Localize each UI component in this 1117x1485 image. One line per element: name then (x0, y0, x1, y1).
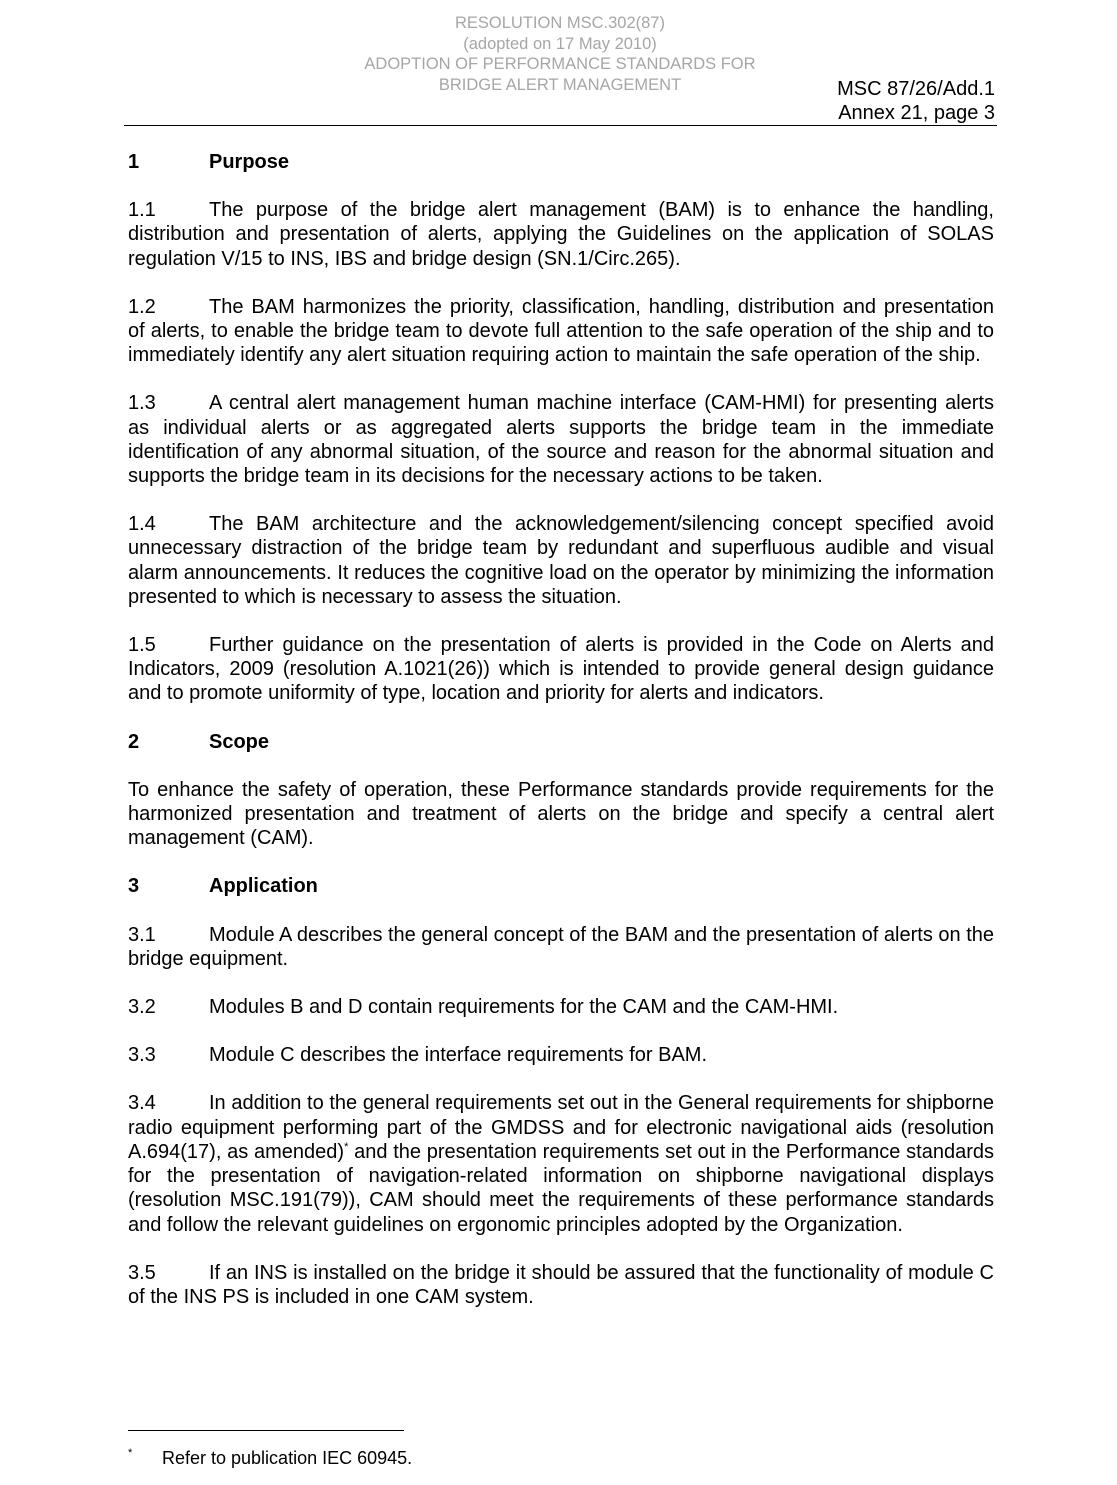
header-title-line2: BRIDGE ALERT MANAGEMENT (438, 75, 682, 94)
section-title: Application (209, 875, 318, 898)
paragraph-text: Module C describes the interface requirements for BAM. (209, 1044, 707, 1067)
section-heading-purpose (128, 150, 994, 174)
paragraph-1-4 (128, 512, 994, 609)
paragraph-text: Further guidance on the presentation of alerts is provided in the Code on Alerts and Indicators, 2009 (resolution A.1021(26)) which is intended to provide general design guidance and to promote uniformity of type, location and priority for alerts and indicators. (128, 634, 994, 705)
paragraph-number: 3.4 (128, 1092, 156, 1115)
header-resolution: RESOLUTION MSC.302(87) (455, 14, 665, 32)
header-adopted-date: (adopted on 17 May 2010) (463, 34, 657, 53)
paragraph-text: Modules B and D contain requirements for the CAM and the CAM-HMI. (209, 996, 839, 1019)
paragraph-1-3 (128, 391, 994, 488)
footnote-mark: * (128, 1447, 133, 1459)
section-title: Purpose (209, 151, 290, 173)
paragraph-1-1 (128, 198, 994, 271)
section-title: Scope (209, 730, 270, 753)
paragraph-text-part-b: and the presentation requirements set out in the Performance standards for the presentation of navigation-related information on shipborne navigational displays (resolution MSC.191(79)), CAM should meet the requirements of these performance standards and follow the relevant guidelines on ergonomic principles adopted by the Organization. (128, 1140, 994, 1236)
paragraph-number: 1.4 (128, 513, 156, 536)
section-heading-application (128, 874, 994, 898)
paragraph-number: 1.1 (128, 199, 156, 222)
section-number: 1 (128, 151, 140, 173)
section-number: 2 (128, 730, 140, 753)
paragraph-3-3 (128, 1043, 994, 1067)
paragraph-text: The purpose of the bridge alert management (BAM) is to enhance the handling, distribution and presentation of alerts, applying the Guidelines on the application of SOLAS regulation V/15 to INS, IBS and bridge design (SN.1/Circ.265). (128, 199, 994, 270)
paragraph-number: 1.5 (128, 634, 156, 657)
header-resolution-block (340, 13, 780, 95)
paragraph-3-5 (128, 1261, 994, 1309)
paragraph-text: If an INS is installed on the bridge it should be assured that the functionality of module C of the INS PS is included in one CAM system. (128, 1261, 994, 1308)
paragraph-1-5 (128, 633, 994, 706)
section-heading-scope (128, 730, 994, 754)
header-doc-ref: MSC 87/26/Add.1 (837, 78, 995, 100)
paragraph-text: A central alert management human machine interface (CAM-HMI) for presenting alerts as individual alerts or as aggregated alerts supports the bridge team in the immediate identification of any abnormal situation, of the source and reason for the abnormal situation and supports the bridge team in its decisions for the necessary actions to be taken. (128, 392, 994, 488)
paragraph-number: 3.1 (128, 923, 156, 946)
paragraph-number: 1.2 (128, 295, 156, 318)
paragraph-text-part-a: In addition to the general requirements set out in the General requirements for shipborne radio equipment performing part of the GMDSS and for electronic navigational aids (resolution A.694(17), as amended) (128, 1092, 994, 1163)
section-number: 3 (128, 875, 140, 898)
footnote (128, 1442, 412, 1469)
footnote-text: Refer to publication IEC 60945. (162, 1448, 413, 1468)
paragraph-text: Module A describes the general concept of the BAM and the presentation of alerts on the bridge equipment. (128, 923, 994, 970)
header-page-ref: Annex 21, page 3 (838, 102, 995, 124)
paragraph-scope (128, 778, 994, 851)
paragraph-number: 3.5 (128, 1261, 156, 1284)
footnote-reference: * (344, 1140, 349, 1153)
paragraph-text: To enhance the safety of operation, these Performance standards provide requirements for the harmonized presentation and treatment of alerts on the bridge and specify a central alert management (CAM). (128, 778, 994, 850)
paragraph-text: The BAM architecture and the acknowledgement/silencing concept specified avoid unnecessary distraction of the bridge team by redundant and superfluous audible and visual alarm announcements. It reduces the cognitive load on the operator by minimizing the information presented to which is necessary to assess the situation. (128, 513, 994, 608)
paragraph-text: The BAM harmonizes the priority, classification, handling, distribution and presentation of alerts, to enable the bridge team to devote full attention to the safe operation of the ship and to immediately identify any alert situation requiring action to maintain the safe operation of the ship. (128, 295, 994, 367)
paragraph-3-1 (128, 923, 994, 971)
paragraph-3-2 (128, 995, 994, 1019)
paragraph-3-4 (128, 1091, 994, 1236)
paragraph-1-2 (128, 295, 994, 368)
paragraph-number: 3.3 (128, 1044, 156, 1067)
paragraph-number: 3.2 (128, 996, 156, 1019)
header-doc-reference (837, 77, 995, 125)
header-title-line1: ADOPTION OF PERFORMANCE STANDARDS FOR (364, 55, 756, 73)
document-body (128, 150, 994, 1333)
header-rule (124, 125, 997, 126)
footnote-rule (128, 1430, 404, 1431)
paragraph-number: 1.3 (128, 392, 156, 415)
